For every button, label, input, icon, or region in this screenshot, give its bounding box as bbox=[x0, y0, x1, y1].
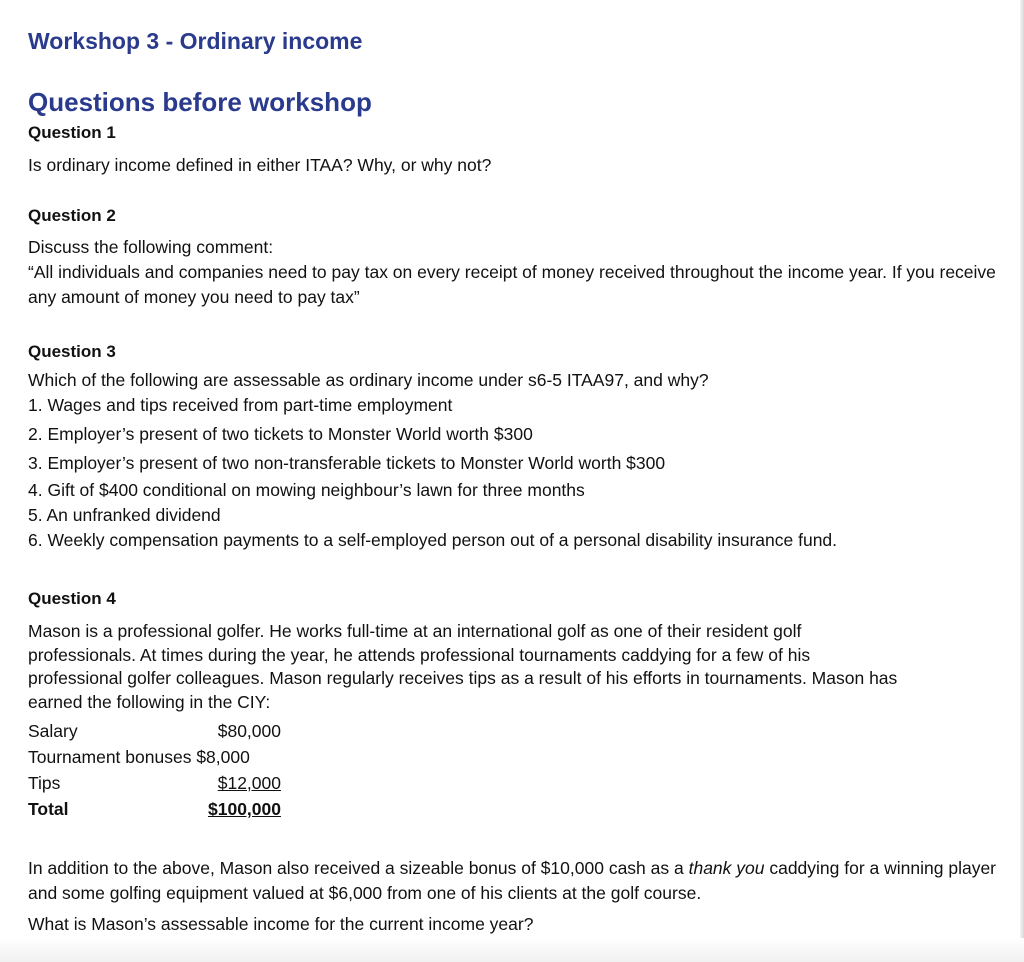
tips-value: $12,000 bbox=[217, 773, 281, 793]
addition-text-end: caddying for a winning player and some golfing equipment valued at $6,000 from one of his clients at the golf course. bbox=[28, 858, 997, 903]
list-item: 3. Employer’s present of two non-transferable tickets to Monster World worth $300 bbox=[28, 453, 666, 473]
list-item: 5. An unfranked dividend bbox=[28, 505, 221, 525]
table-row bbox=[28, 744, 281, 770]
table-row bbox=[28, 770, 281, 796]
list-item: 6. Weekly compensation payments to a self-employed person out of a personal disability insurance fund. bbox=[28, 530, 838, 550]
tips-label: Tips bbox=[28, 773, 61, 793]
list-item: 4. Gift of $400 conditional on mowing neighbour’s lawn for three months bbox=[28, 480, 585, 500]
question-4-heading: Question 4 bbox=[28, 589, 116, 608]
list-item: 2. Employer’s present of two tickets to Monster World worth $300 bbox=[28, 424, 533, 444]
question-3-list bbox=[28, 393, 837, 553]
table-row bbox=[28, 718, 281, 744]
document-title: Workshop 3 - Ordinary income bbox=[28, 28, 363, 54]
page-bottom-edge bbox=[0, 938, 1024, 962]
addition-text-italic: thank you bbox=[688, 858, 765, 878]
question-2-heading: Question 2 bbox=[28, 206, 116, 225]
question-3-intro: Which of the following are assessable as ordinary income under s6-5 ITAA97, and why? bbox=[28, 370, 709, 390]
salary-label: Salary bbox=[28, 721, 78, 741]
question-2-quote: “All individuals and companies need to pay tax on every receipt of money received throughout the income year. If you receive any amount of money you need to pay tax” bbox=[28, 262, 996, 307]
income-table bbox=[28, 718, 281, 822]
table-row bbox=[28, 796, 281, 822]
question-1-heading: Question 1 bbox=[28, 123, 116, 142]
section-title: Questions before workshop bbox=[28, 87, 372, 117]
question-1-text: Is ordinary income defined in either ITAA? Why, or why not? bbox=[28, 155, 492, 175]
salary-value: $80,000 bbox=[217, 721, 281, 741]
list-item: 1. Wages and tips received from part-time employment bbox=[28, 395, 453, 415]
scrollbar-edge bbox=[1020, 0, 1024, 962]
addition-text-start: In addition to the above, Mason also received a sizeable bonus of $10,000 cash as a bbox=[28, 858, 689, 878]
total-value: $100,000 bbox=[208, 799, 281, 819]
question-4-text: Mason is a professional golfer. He works full-time at an international golf as one of their resident golf professionals. At times during the year, he attends professional tournaments caddying for a few of his professional golfer colleagues. Mason regularly receives tips as a result of his efforts in tournaments. Mason has earned the following in the CIY: bbox=[28, 621, 898, 712]
question-4-addition bbox=[28, 856, 996, 906]
question-4-question: What is Mason’s assessable income for the current income year? bbox=[28, 914, 534, 934]
bonus-value: $8,000 bbox=[196, 747, 250, 767]
question-3-heading: Question 3 bbox=[28, 342, 116, 361]
question-2-intro: Discuss the following comment: bbox=[28, 237, 274, 257]
bonus-label: Tournament bonuses bbox=[28, 747, 192, 767]
total-label: Total bbox=[28, 799, 69, 819]
